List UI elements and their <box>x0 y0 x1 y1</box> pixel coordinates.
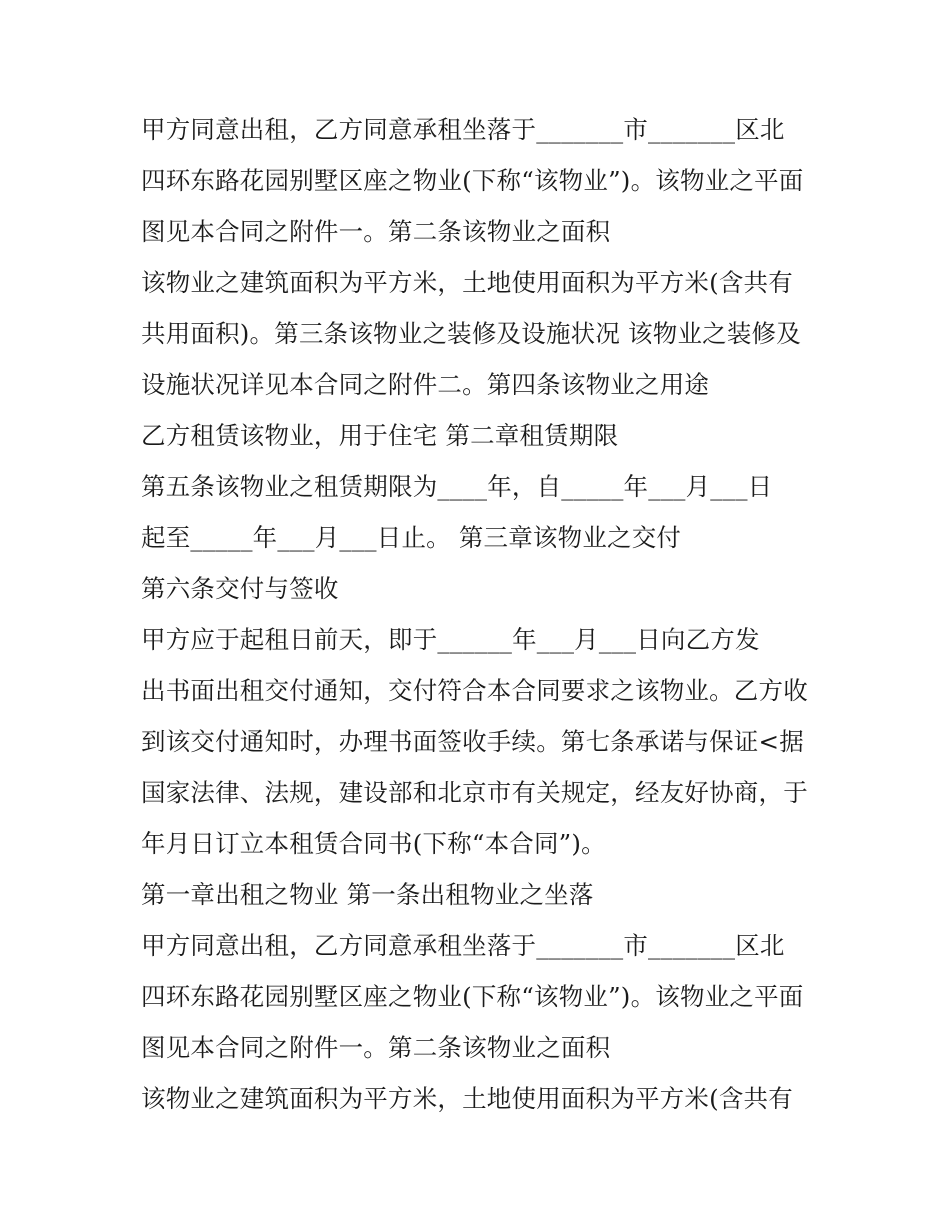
document-body <box>141 104 821 1124</box>
text-line: 出书面出租交付通知，交付符合本合同要求之该物业。乙方收 <box>141 676 808 705</box>
text-line: 第五条该物业之租赁期限为____年，自_____年___月___日 <box>141 472 773 501</box>
text-line: 四环东路花园别墅区座之物业(下称“该物业”)。该物业之平面 <box>141 982 804 1011</box>
text-line: 设施状况详见本合同之附件二。第四条该物业之用途 <box>141 370 710 399</box>
text-line: 第六条交付与签收 <box>141 574 339 603</box>
text-line: 该物业之建筑面积为平方米，土地使用面积为平方米(含共有 <box>141 268 793 297</box>
text-line: 该物业之建筑面积为平方米，土地使用面积为平方米(含共有 <box>141 1084 793 1113</box>
text-line: 乙方租赁该物业，用于住宅 第二章租赁期限 <box>141 421 619 450</box>
text-line: 甲方应于起租日前天，即于______年___月___日向乙方发 <box>141 625 760 654</box>
text-line: 图见本合同之附件一。第二条该物业之面积 <box>141 217 611 246</box>
text-line: 第一章出租之物业 第一条出租物业之坐落 <box>141 880 594 909</box>
text-line: 四环东路花园别墅区座之物业(下称“该物业”)。该物业之平面 <box>141 166 804 195</box>
text-line: 甲方同意出租，乙方同意承租坐落于_______市_______区北 <box>141 115 785 144</box>
text-line: 到该交付通知时，办理书面签收手续。第七条承诺与保证<据 <box>141 727 804 756</box>
text-line: 图见本合同之附件一。第二条该物业之面积 <box>141 1033 611 1062</box>
text-line: 甲方同意出租，乙方同意承租坐落于_______市_______区北 <box>141 931 785 960</box>
text-line: 国家法律、法规，建设部和北京市有关规定，经友好协商，于 <box>141 778 808 807</box>
text-line: 起至_____年___月___日止。 第三章该物业之交付 <box>141 523 682 552</box>
text-line: 年月日订立本租赁合同书(下称“本合同”)。 <box>141 829 606 858</box>
text-line: 共用面积)。第三条该物业之装修及设施状况 该物业之装修及 <box>141 319 801 348</box>
